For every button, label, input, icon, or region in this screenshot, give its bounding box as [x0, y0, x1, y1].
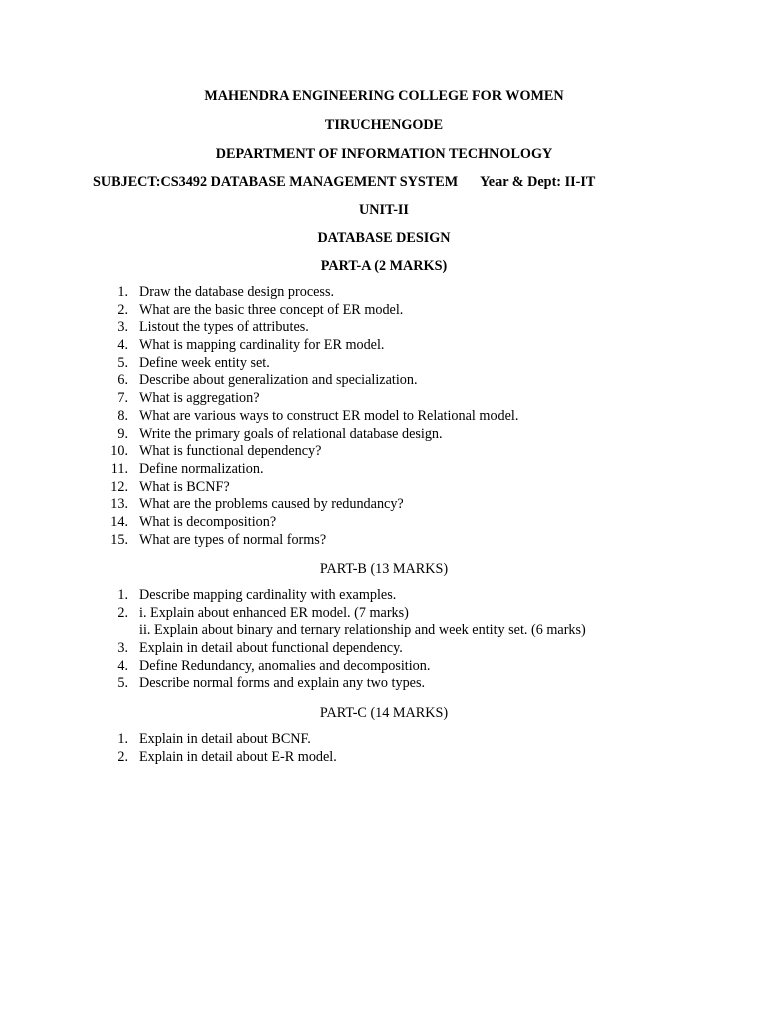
- question-text: Draw the database design process.: [139, 284, 335, 300]
- question-text: What is functional dependency?: [139, 443, 322, 460]
- question-item: [0, 408, 768, 426]
- question-number: 8.: [117, 407, 128, 424]
- college-name: MAHENDRA ENGINEERING COLLEGE FOR WOMEN: [204, 88, 564, 104]
- question-item: [0, 302, 768, 320]
- question-item: [0, 532, 768, 550]
- question-item: [0, 514, 768, 532]
- question-number: 13.: [110, 496, 128, 513]
- question-number: 1.: [117, 731, 128, 747]
- question-number: 3.: [117, 319, 128, 336]
- question-text: ii. Explain about binary and ternary relationship and week entity set. (6 marks): [139, 622, 586, 639]
- question-text: Explain in detail about functional dependency.: [139, 640, 403, 657]
- part-b-list: [0, 587, 768, 693]
- question-number: 2.: [117, 748, 128, 765]
- question-text: What are the problems caused by redundancy?: [139, 496, 404, 513]
- college-city: TIRUCHENGODE: [324, 117, 444, 133]
- question-item: [0, 284, 768, 302]
- question-text: Define Redundancy, anomalies and decomposition.: [139, 657, 431, 674]
- question-text: What is decomposition?: [139, 513, 277, 530]
- question-item: [0, 337, 768, 355]
- subject-line: [93, 174, 595, 191]
- part-a-list: [0, 284, 768, 549]
- question-text: Describe mapping cardinality with examples.: [139, 587, 397, 603]
- question-item: [0, 675, 768, 693]
- question-number: 3.: [117, 640, 128, 657]
- question-item: [0, 461, 768, 479]
- question-item: [0, 496, 768, 514]
- question-number: 4.: [117, 657, 128, 674]
- question-item: [0, 640, 768, 658]
- question-text: Describe about generalization and specialization.: [139, 372, 418, 389]
- question-text: Explain in detail about E-R model.: [139, 748, 337, 765]
- question-text: What is aggregation?: [139, 390, 260, 407]
- question-number: 5.: [117, 354, 128, 371]
- question-item: [0, 372, 768, 390]
- question-number: 5.: [117, 675, 128, 692]
- question-item: [0, 355, 768, 373]
- unit-title: DATABASE DESIGN: [317, 230, 451, 246]
- question-number: 2.: [117, 604, 128, 621]
- unit-number: UNIT-II: [359, 202, 409, 218]
- question-number: 1.: [117, 587, 128, 603]
- part-a-heading: PART-A (2 MARKS): [320, 258, 448, 274]
- question-number: 4.: [117, 337, 128, 354]
- question-number: 2.: [117, 301, 128, 318]
- question-number: 10.: [110, 443, 128, 460]
- question-item: [0, 390, 768, 408]
- question-number: 1.: [117, 284, 128, 300]
- year-dept: Year & Dept: II-IT: [480, 174, 596, 190]
- part-c-list: [0, 731, 768, 766]
- question-text: What is mapping cardinality for ER model.: [139, 337, 385, 354]
- question-text: What are types of normal forms?: [139, 531, 327, 548]
- question-item: [0, 479, 768, 497]
- question-text: Listout the types of attributes.: [139, 319, 309, 336]
- question-item: [0, 731, 768, 749]
- department-name: DEPARTMENT OF INFORMATION TECHNOLOGY: [215, 146, 553, 162]
- question-text: What are various ways to construct ER model to Relational model.: [139, 407, 519, 424]
- question-item: [0, 622, 768, 640]
- subject-title: SUBJECT:CS3492 DATABASE MANAGEMENT SYSTEM: [93, 174, 459, 190]
- question-text: What is BCNF?: [139, 478, 230, 495]
- question-item: [0, 426, 768, 444]
- question-item: [0, 605, 768, 623]
- question-text: Define normalization.: [139, 460, 264, 477]
- question-text: i. Explain about enhanced ER model. (7 marks): [139, 604, 409, 621]
- question-text: Explain in detail about BCNF.: [139, 731, 311, 747]
- question-text: Describe normal forms and explain any two types.: [139, 675, 426, 692]
- question-number: 15.: [110, 531, 128, 548]
- question-text: Define week entity set.: [139, 354, 270, 371]
- question-text: What are the basic three concept of ER model.: [139, 301, 404, 318]
- question-item: [0, 658, 768, 676]
- question-number: 14.: [110, 513, 128, 530]
- part-c-heading: PART-C (14 MARKS): [319, 705, 449, 721]
- question-text: Write the primary goals of relational database design.: [139, 425, 443, 442]
- question-number: 6.: [117, 372, 128, 389]
- question-number: 12.: [110, 478, 128, 495]
- question-item: [0, 587, 768, 605]
- question-item: [0, 443, 768, 461]
- question-item: [0, 319, 768, 337]
- question-number: 9.: [117, 425, 128, 442]
- question-number: 11.: [110, 460, 128, 477]
- question-number: 7.: [117, 390, 128, 407]
- question-item: [0, 749, 768, 767]
- part-b-heading: PART-B (13 MARKS): [319, 561, 449, 577]
